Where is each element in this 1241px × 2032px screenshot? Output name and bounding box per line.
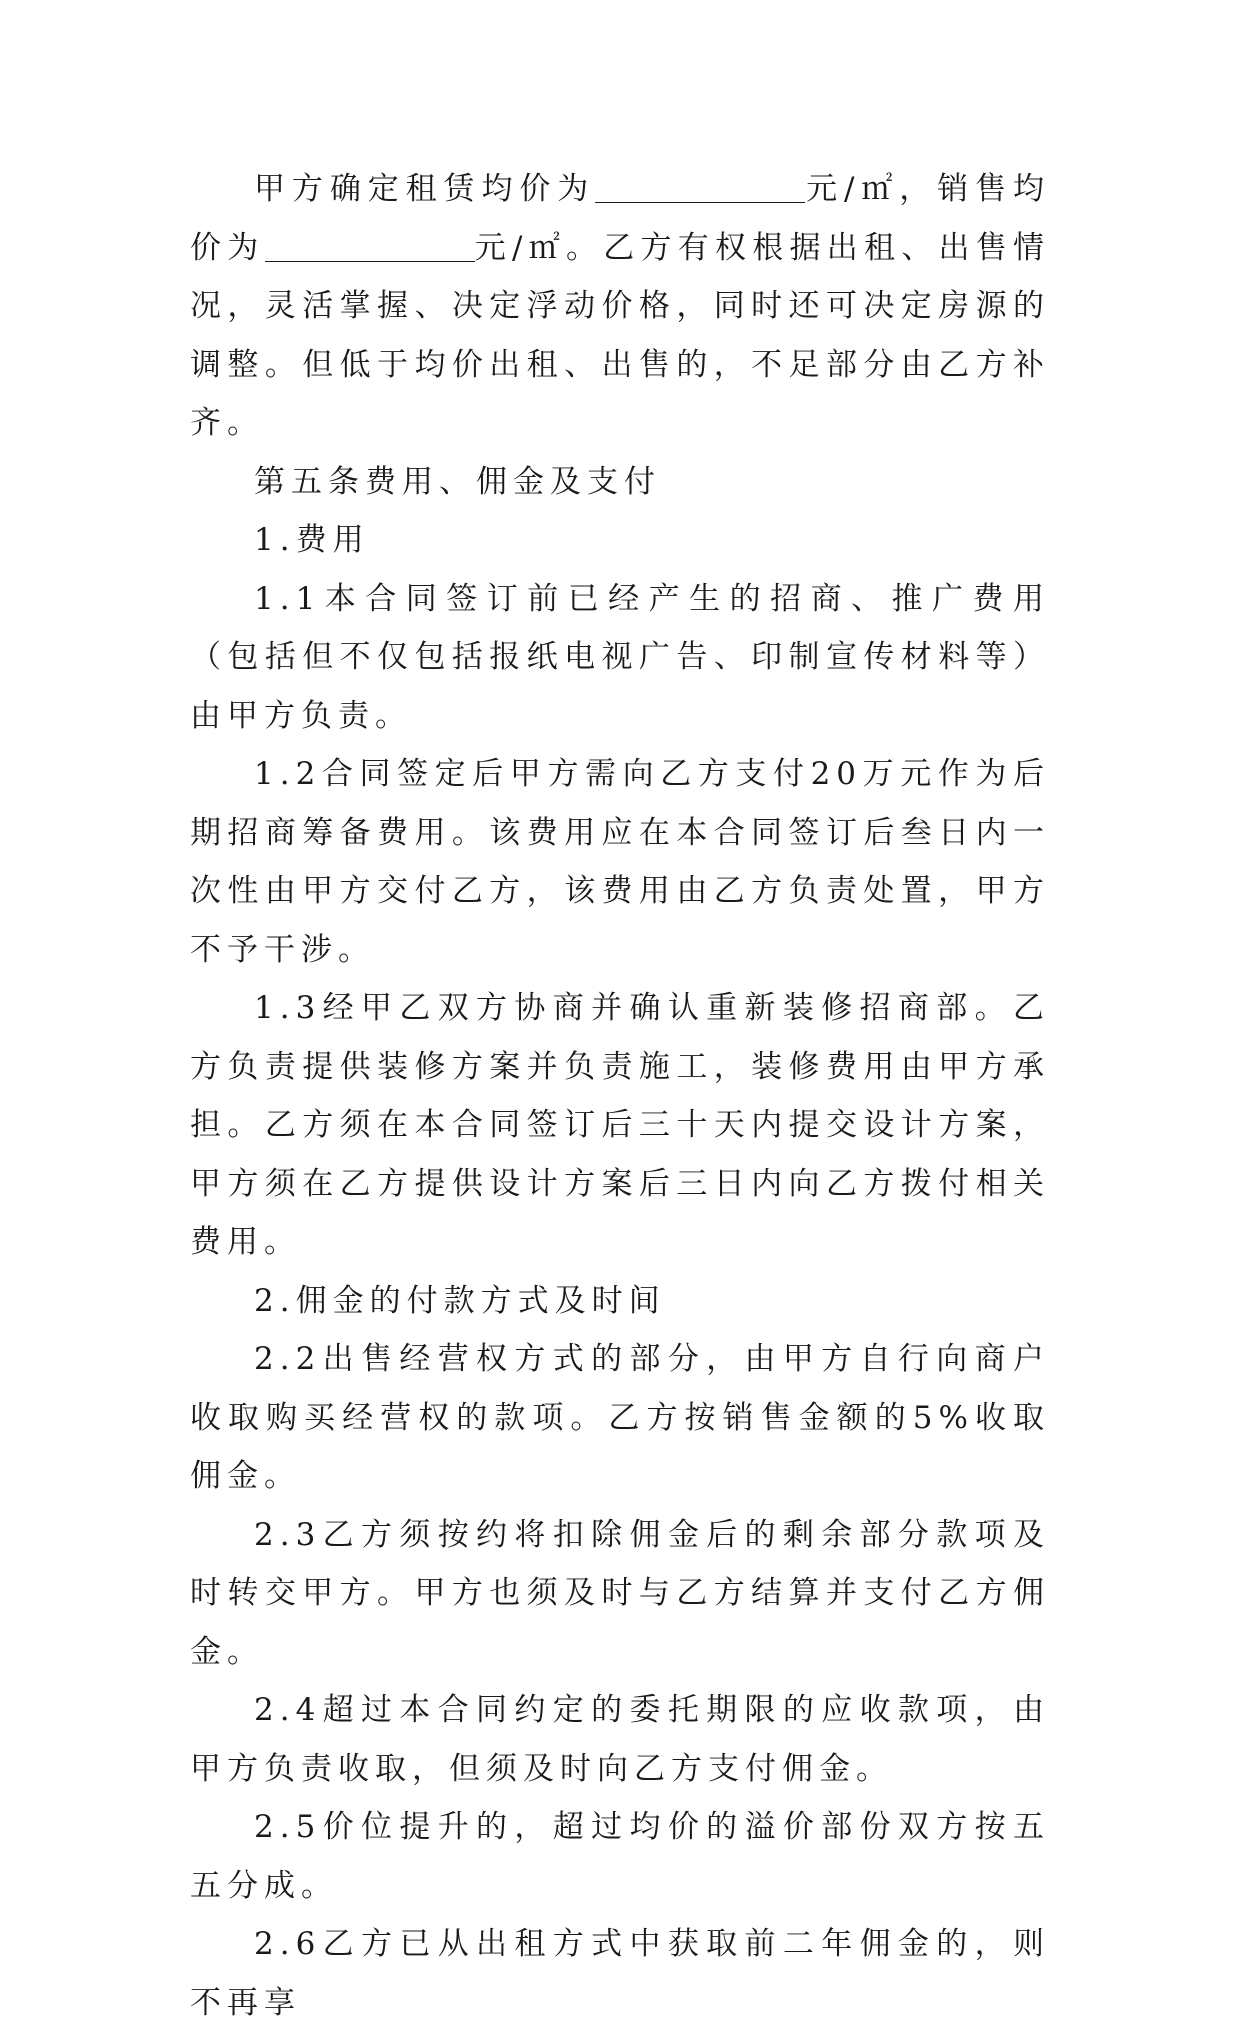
- text-segment: 元/㎡。乙方有权根据出租、出售情况，灵活掌握、决定浮动价格，同时还可决定房源的调整。但低于均价出租、出售的，不足部分由乙方补齐。: [190, 229, 1051, 441]
- clause-paragraph: 1.3经甲乙双方协商并确认重新装修招商部。乙方负责提供装修方案并负责施工，装修费用由甲方承担。乙方须在本合同签订后三十天内提交设计方案，甲方须在乙方提供设计方案后三日内向乙方拨付相关费用。: [190, 990, 1050, 1260]
- clause-paragraph: 2.5价位提升的，超过均价的溢价部份双方按五五分成。: [190, 1809, 1050, 1904]
- text-segment: 甲方确定租赁均价为: [254, 171, 596, 207]
- section-heading: 第五条费用、佣金及支付: [254, 463, 661, 500]
- clause-paragraph: 1.1本合同签订前已经产生的招商、推广费用（包括但不仅包括报纸电视广告、印制宣传材料等）由甲方负责。: [190, 580, 1050, 734]
- paragraph-pricing: [190, 160, 1050, 453]
- document-body: [190, 160, 1050, 2032]
- blank-sale-price: [265, 231, 475, 262]
- clause-paragraph: 2.6乙方已从出租方式中获取前二年佣金的，则不再享: [190, 1926, 1050, 2021]
- clause-paragraph: 2.4超过本合同约定的委托期限的应收款项，由甲方负责收取，但须及时向乙方支付佣金。: [190, 1692, 1050, 1787]
- subsection-heading: 1.费用: [254, 522, 370, 558]
- clause-paragraph: 2.3乙方须按约将扣除佣金后的剩余部分款项及时转交甲方。甲方也须及时与乙方结算并支付乙方佣金。: [190, 1516, 1050, 1670]
- subsection-heading: 2.佣金的付款方式及时间: [254, 1282, 666, 1319]
- clause-paragraph: 2.2出售经营权方式的部分，由甲方自行向商户收取购买经营权的款项。乙方按销售金额的5%收取佣金。: [190, 1341, 1050, 1494]
- blank-rent-price: [595, 172, 805, 203]
- text-segment: 元/㎡，销售均价为: [190, 171, 1050, 266]
- clause-paragraph: 1.2合同签定后甲方需向乙方支付20万元作为后期招商筹备费用。该费用应在本合同签订后叁日内一次性由甲方交付乙方，该费用由乙方负责处置，甲方不予干涉。: [190, 756, 1050, 968]
